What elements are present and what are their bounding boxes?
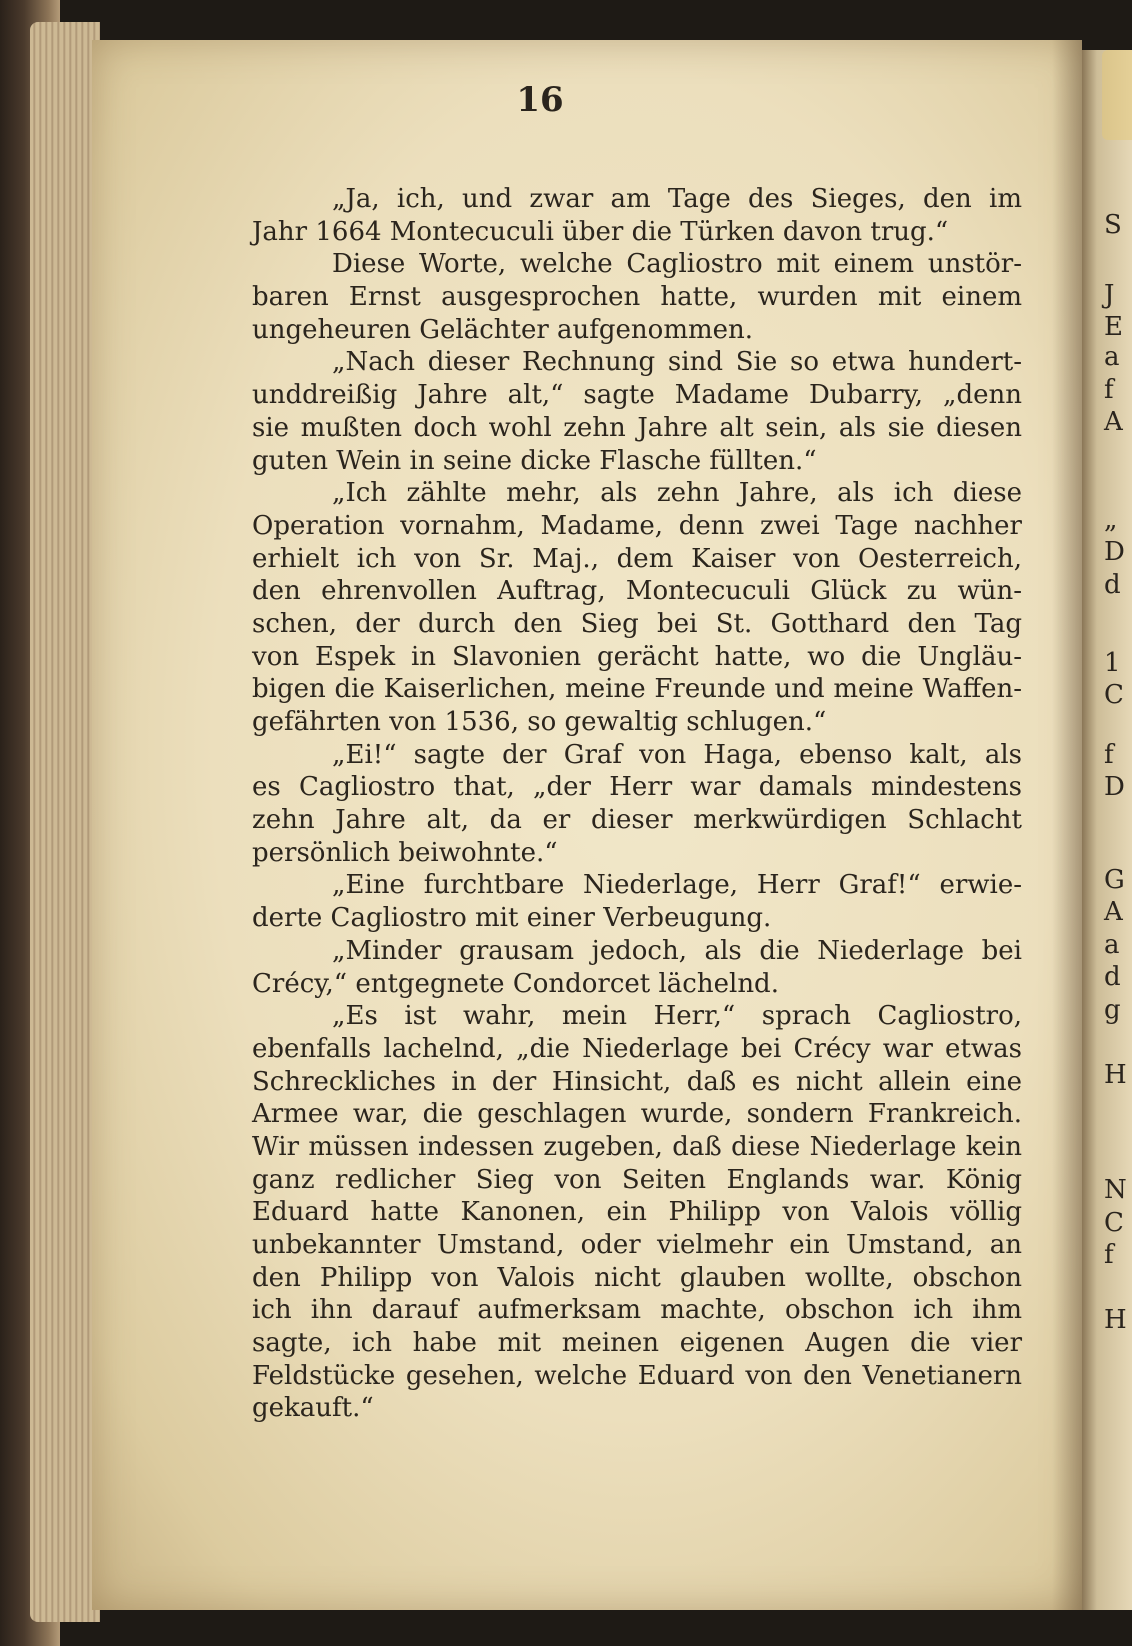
text-line: Diese Worte, welche Cagliostro mit einem unstör-: [332, 249, 1022, 280]
adjacent-glyph: E: [1104, 312, 1123, 342]
page-text: [252, 183, 1022, 1425]
adjacent-glyph: N: [1104, 1175, 1127, 1205]
adjacent-glyph: f: [1104, 375, 1114, 405]
text-line: Crécy,“ entgegnete Condorcet lächelnd.: [252, 968, 779, 999]
text-line: ich ihn darauf aufmerksam machte, obschon ich ihm: [252, 1295, 1022, 1326]
text-line: „Es ist wahr, mein Herr,“ sprach Cagliostro,: [332, 1001, 1022, 1032]
text-line: „Ich zählte mehr, als zehn Jahre, als ich diese: [332, 478, 1022, 509]
text-line: unddreißig Jahre alt,“ sagte Madame Dubarry, „denn: [252, 380, 1022, 411]
adjacent-glyph: „: [1104, 505, 1118, 535]
page-number: 16: [516, 80, 564, 120]
text-line: es Cagliostro that, „der Herr war damals mindestens: [252, 772, 1022, 803]
page-stack-edge: [30, 22, 100, 1622]
adjacent-glyph: d: [1104, 962, 1121, 992]
adjacent-glyph: f: [1104, 1240, 1114, 1270]
adjacent-glyph: a: [1104, 342, 1120, 372]
text-line: baren Ernst ausgesprochen hatte, wurden mit einem: [252, 282, 1022, 313]
adjacent-glyph: G: [1104, 865, 1125, 895]
spine-shadow: [1052, 40, 1082, 1610]
text-line: Wir müssen indessen zugeben, daß diese Niederlage kein: [252, 1131, 1022, 1162]
text-line: „Eine furchtbare Niederlage, Herr Graf!“ erwie-: [332, 870, 1022, 901]
text-line: ebenfalls lachelnd, „die Niederlage bei Crécy war etwas: [252, 1033, 1022, 1064]
text-line: persönlich beiwohnte.“: [252, 837, 558, 868]
text-line: „Ja, ich, und zwar am Tage des Sieges, den im: [332, 184, 1022, 214]
adjacent-glyph: H: [1104, 1060, 1127, 1090]
text-line: ungeheuren Gelächter aufgenommen.: [252, 314, 754, 345]
text-line: sie mußten doch wohl zehn Jahre alt sein, als sie diesen: [252, 412, 1022, 443]
adjacent-glyph: g: [1104, 995, 1121, 1025]
text-line: unbekannter Umstand, oder vielmehr ein Umstand, an: [252, 1230, 1022, 1260]
text-line: erhielt ich von Sr. Maj., dem Kaiser von Oesterreich,: [252, 543, 1022, 574]
text-line: von Espek in Slavonien gerächt hatte, wo die Ungläu-: [252, 641, 1022, 672]
text-line: Armee war, die geschlagen wurde, sondern Frankreich.: [252, 1099, 1022, 1130]
adjacent-glyph: 1: [1104, 648, 1121, 678]
text-line: gefährten von 1536, so gewaltig schlugen.“: [252, 707, 827, 737]
adjacent-glyph: A: [1104, 897, 1123, 927]
text-line: Feldstücke gesehen, welche Eduard von den Venetianern: [252, 1360, 1022, 1391]
adjacent-glyph: C: [1104, 1208, 1124, 1238]
text-line: sagte, ich habe mit meinen eigenen Augen die vier: [252, 1328, 1022, 1359]
adjacent-glyph: J: [1104, 280, 1115, 310]
adjacent-page: [1082, 50, 1132, 1610]
text-line: Operation vornahm, Madame, denn zwei Tage nachher: [252, 510, 1022, 541]
text-line: derte Cagliostro mit einer Verbeugung.: [252, 903, 772, 934]
adjacent-glyph: C: [1104, 680, 1124, 710]
adjacent-glyph: D: [1104, 537, 1125, 567]
adjacent-glyph: D: [1104, 772, 1125, 802]
text-line: guten Wein in seine dicke Flasche füllten.“: [252, 445, 817, 476]
text-line: gekauft.“: [252, 1393, 374, 1424]
adjacent-glyph: A: [1104, 407, 1123, 437]
text-line: zehn Jahre alt, da er dieser merkwürdigen Schlacht: [252, 805, 1022, 836]
text-line: den Philipp von Valois nicht glauben wollte, obschon: [252, 1262, 1022, 1293]
text-line: Schreckliches in der Hinsicht, daß es nicht allein eine: [252, 1066, 1022, 1097]
text-line: den ehrenvollen Auftrag, Montecuculi Glück zu wün-: [252, 576, 1022, 607]
text-line: „Minder grausam jedoch, als die Niederlage bei: [332, 935, 1022, 966]
text-line: ganz redlicher Sieg von Seiten Englands war. König: [252, 1164, 1022, 1195]
text-line: „Nach dieser Rechnung sind Sie so etwa hundert-: [332, 347, 1022, 378]
text-line: „Ei!“ sagte der Graf von Haga, ebenso kalt, als: [332, 739, 1022, 770]
text-line: schen, der durch den Sieg bei St. Gotthard den Tag: [252, 608, 1022, 639]
adjacent-glyph: a: [1104, 930, 1120, 960]
adjacent-glyph: d: [1104, 570, 1121, 600]
adjacent-glyph: S: [1104, 210, 1122, 240]
text-line: Eduard hatte Kanonen, ein Philipp von Valois völlig: [252, 1197, 1022, 1228]
text-line: Jahr 1664 Montecuculi über die Türken davon trug.“: [252, 216, 949, 247]
adjacent-glyph: H: [1104, 1305, 1127, 1335]
adjacent-glyph: f: [1104, 740, 1114, 770]
paper-stain: [1102, 50, 1132, 140]
text-line: bigen die Kaiserlichen, meine Freunde und meine Waffen-: [252, 674, 1022, 705]
